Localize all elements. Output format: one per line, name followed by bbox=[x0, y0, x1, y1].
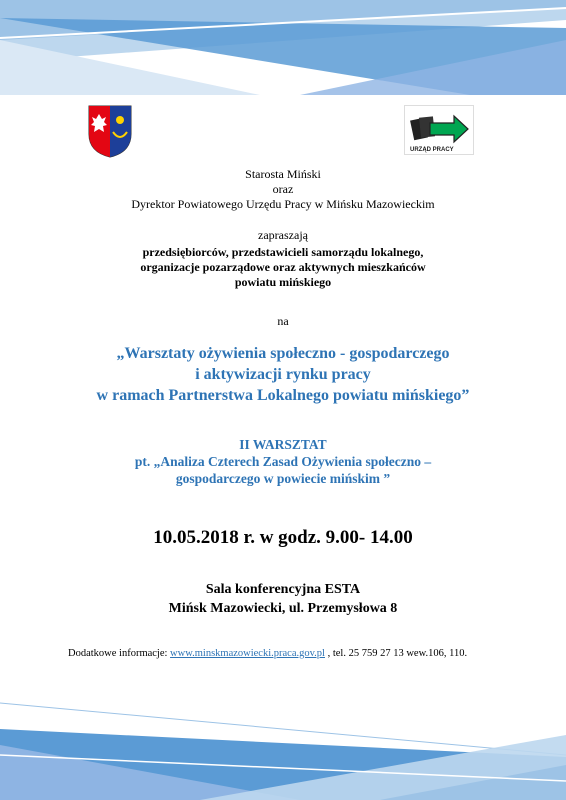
organizer-block bbox=[0, 167, 566, 212]
organizer-line-3: Dyrektor Powiatowego Urzędu Pracy w Mińsku Mazowieckim bbox=[131, 197, 435, 211]
audience-line: organizacje pozarządowe oraz aktywnych mieszkańców bbox=[140, 260, 426, 274]
website-link[interactable]: www.minskmazowiecki.praca.gov.pl bbox=[170, 648, 325, 659]
workshop-label: II WARSZTAT bbox=[239, 437, 327, 452]
event-title-line: w ramach Partnerstwa Lokalnego powiatu mińskiego” bbox=[96, 387, 470, 404]
info-prefix: Dodatkowe informacje: bbox=[68, 648, 171, 659]
workshop-block bbox=[0, 436, 566, 487]
header-decoration bbox=[0, 0, 566, 95]
venue-address: Mińsk Mazowiecki, ul. Przemysłowa 8 bbox=[168, 601, 398, 616]
organizer-line-1: Starosta Miński bbox=[245, 167, 321, 181]
venue-name: Sala konferencyjna ESTA bbox=[205, 582, 361, 597]
invite-na: na bbox=[277, 314, 289, 328]
workshop-line: pt. „Analiza Czterech Zasad Ożywienia społeczno – bbox=[134, 454, 432, 469]
organizer-line-2: oraz bbox=[272, 182, 294, 196]
urzad-pracy-label: URZĄD PRACY bbox=[410, 147, 454, 153]
workshop-line: gospodarczego w powiecie mińskim ” bbox=[175, 471, 391, 486]
venue-block bbox=[0, 580, 566, 618]
additional-info bbox=[68, 646, 508, 661]
invite-verb: zapraszają bbox=[258, 228, 308, 242]
footer-decoration bbox=[0, 695, 566, 800]
invite-audience bbox=[0, 245, 566, 290]
info-phone: , tel. 25 759 27 13 wew.106, 110. bbox=[324, 648, 468, 659]
event-title-line: i aktywizacji rynku pracy bbox=[195, 366, 371, 383]
event-datetime: 10.05.2018 r. w godz. 9.00- 14.00 bbox=[153, 527, 413, 548]
audience-line: przedsiębiorców, przedstawicieli samorządu lokalnego, bbox=[142, 245, 424, 259]
event-title bbox=[0, 343, 566, 406]
event-title-line: „Warsztaty ożywienia społeczno - gospodarczego bbox=[116, 345, 450, 362]
coat-of-arms-icon bbox=[87, 104, 133, 158]
audience-line: powiatu mińskiego bbox=[234, 275, 332, 289]
urzad-pracy-logo bbox=[404, 105, 474, 155]
